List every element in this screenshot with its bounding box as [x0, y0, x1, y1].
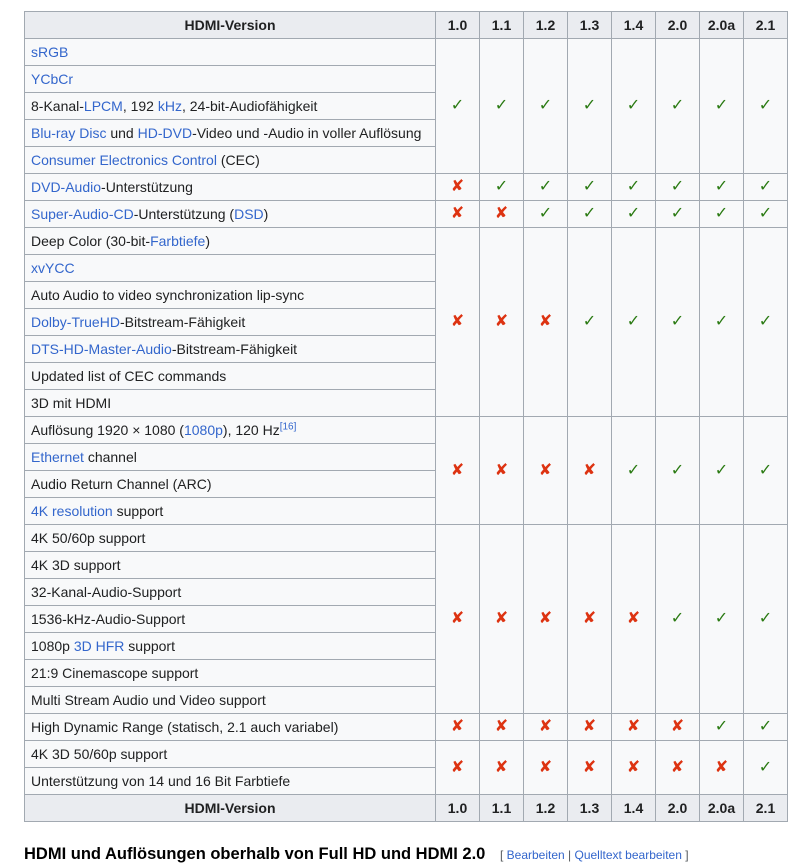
cross-icon: ✘: [524, 741, 568, 795]
check-icon: ✓: [700, 174, 744, 201]
footer-hdmi-version: HDMI-Version: [25, 795, 436, 822]
table-row: [25, 39, 788, 66]
feature-text: ), 120 Hz: [222, 422, 280, 438]
footer-row: [25, 795, 788, 822]
check-icon: ✓: [656, 525, 700, 714]
check-icon: ✓: [436, 39, 480, 174]
reference-link[interactable]: [16]: [279, 421, 297, 433]
feature-text: Unterstützung von 14 und 16 Bit Farbtiefe: [31, 773, 291, 789]
table-row: [25, 714, 788, 741]
feature-text: -Video und -Audio in voller Auflösung: [192, 125, 422, 141]
check-icon: ✓: [568, 201, 612, 228]
cross-icon: ✘: [612, 741, 656, 795]
check-icon: ✓: [480, 39, 524, 174]
feature-cell: [25, 687, 436, 714]
feature-cell: [25, 66, 436, 93]
cross-icon: ✘: [436, 417, 480, 525]
check-icon: ✓: [656, 174, 700, 201]
check-icon: ✓: [744, 174, 788, 201]
cross-icon: ✘: [480, 228, 524, 417]
check-icon: ✓: [656, 201, 700, 228]
check-icon: ✓: [744, 39, 788, 174]
feature-link[interactable]: 3D HFR: [73, 638, 125, 654]
check-icon: ✓: [656, 417, 700, 525]
check-icon: ✓: [612, 417, 656, 525]
check-icon: ✓: [744, 714, 788, 741]
feature-text: -Unterstützung (: [133, 206, 235, 222]
feature-link[interactable]: LPCM: [83, 98, 123, 114]
feature-text: Audio Return Channel (ARC): [31, 476, 212, 492]
cross-icon: ✘: [612, 714, 656, 741]
header-version-2-1: 2.1: [744, 12, 788, 39]
table-body: [25, 39, 788, 795]
header-version-1-0: 1.0: [436, 12, 480, 39]
check-icon: ✓: [656, 39, 700, 174]
feature-text: 4K 3D support: [31, 557, 121, 573]
cross-icon: ✘: [436, 525, 480, 714]
feature-text: 1080p: [31, 638, 74, 654]
feature-cell: [25, 660, 436, 687]
feature-link[interactable]: xvYCC: [31, 260, 75, 276]
check-icon: ✓: [744, 417, 788, 525]
feature-text: 3D mit HDMI: [31, 395, 112, 411]
edit-links: [ Bearbeiten | Quelltext bearbeiten ]: [499, 848, 689, 862]
feature-cell: [25, 579, 436, 606]
feature-link[interactable]: Ethernet: [31, 449, 84, 465]
header-version-1-2: 1.2: [524, 12, 568, 39]
check-icon: ✓: [700, 39, 744, 174]
cross-icon: ✘: [436, 228, 480, 417]
cross-icon: ✘: [524, 417, 568, 525]
feature-text: Multi Stream Audio und Video support: [31, 692, 266, 708]
cross-icon: ✘: [656, 714, 700, 741]
cross-icon: ✘: [436, 201, 480, 228]
feature-cell: [25, 363, 436, 390]
check-icon: ✓: [612, 39, 656, 174]
feature-text: (CEC): [216, 152, 260, 168]
check-icon: ✓: [568, 228, 612, 417]
feature-cell: [25, 741, 436, 768]
check-icon: ✓: [700, 525, 744, 714]
feature-cell: [25, 768, 436, 795]
cross-icon: ✘: [436, 741, 480, 795]
cross-icon: ✘: [568, 417, 612, 525]
feature-link[interactable]: Dolby-TrueHD: [31, 314, 120, 330]
cross-icon: ✘: [568, 741, 612, 795]
footer-version-2-0a: 2.0a: [700, 795, 744, 822]
feature-text: , 24-bit-Audiofähigkeit: [181, 98, 318, 114]
feature-text: 4K 3D 50/60p support: [31, 746, 168, 762]
feature-link[interactable]: kHz: [157, 98, 182, 114]
feature-cell: [25, 471, 436, 498]
feature-cell: [25, 282, 436, 309]
feature-cell: [25, 93, 436, 120]
feature-link[interactable]: Super-Audio-CD: [31, 206, 134, 222]
cross-icon: ✘: [436, 174, 480, 201]
feature-cell: [25, 39, 436, 66]
feature-text: -Unterstützung: [101, 179, 193, 195]
table-row: [25, 525, 788, 552]
check-icon: ✓: [744, 741, 788, 795]
feature-text: , 192: [122, 98, 158, 114]
cross-icon: ✘: [436, 714, 480, 741]
cross-icon: ✘: [568, 714, 612, 741]
header-version-2-0a: 2.0a: [700, 12, 744, 39]
table-row: [25, 228, 788, 255]
footer-version-1-3: 1.3: [568, 795, 612, 822]
feature-cell: [25, 498, 436, 525]
table-row: [25, 741, 788, 768]
feature-text: und: [106, 125, 138, 141]
feature-cell: [25, 147, 436, 174]
feature-link[interactable]: HD-DVD: [137, 125, 193, 141]
feature-cell: [25, 255, 436, 282]
check-icon: ✓: [700, 417, 744, 525]
footer-version-2-1: 2.1: [744, 795, 788, 822]
table-row: [25, 417, 788, 444]
edit-link[interactable]: Bearbeiten: [506, 848, 565, 862]
feature-text: -Bitstream-Fähigkeit: [171, 341, 298, 357]
table-row: [25, 201, 788, 228]
cross-icon: ✘: [524, 714, 568, 741]
section-heading-hdmi-resolutions: [24, 845, 689, 864]
feature-text: 21:9 Cinemascope support: [31, 665, 199, 681]
hdmi-version-comparison-table: [24, 11, 788, 822]
feature-text: Deep Color (30-bit-: [31, 233, 151, 249]
cross-icon: ✘: [656, 741, 700, 795]
check-icon: ✓: [700, 714, 744, 741]
check-icon: ✓: [612, 201, 656, 228]
feature-text: support: [112, 503, 164, 519]
cross-icon: ✘: [480, 525, 524, 714]
feature-cell: [25, 390, 436, 417]
feature-link[interactable]: Blu-ray Disc: [31, 125, 107, 141]
check-icon: ✓: [700, 201, 744, 228]
feature-text: channel: [83, 449, 137, 465]
header-version-2-0: 2.0: [656, 12, 700, 39]
feature-cell: [25, 444, 436, 471]
feature-link[interactable]: Farbtiefe: [150, 233, 206, 249]
feature-text: Updated list of CEC commands: [31, 368, 227, 384]
feature-text: Auto Audio to video synchronization lip-sync: [31, 287, 305, 303]
cross-icon: ✘: [524, 228, 568, 417]
header-version-1-3: 1.3: [568, 12, 612, 39]
check-icon: ✓: [612, 228, 656, 417]
feature-text: 32-Kanal-Audio-Support: [31, 584, 182, 600]
cross-icon: ✘: [480, 741, 524, 795]
feature-link[interactable]: Consumer Electronics Control: [31, 152, 217, 168]
feature-cell: [25, 120, 436, 147]
cross-icon: ✘: [700, 741, 744, 795]
footer-version-1-2: 1.2: [524, 795, 568, 822]
feature-text: ): [205, 233, 210, 249]
header-version-1-4: 1.4: [612, 12, 656, 39]
check-icon: ✓: [568, 174, 612, 201]
feature-cell: [25, 606, 436, 633]
feature-link[interactable]: 4K resolution: [31, 503, 113, 519]
feature-cell: [25, 309, 436, 336]
feature-text: ): [263, 206, 269, 222]
feature-text: 8-Kanal-: [31, 98, 84, 114]
check-icon: ✓: [744, 525, 788, 714]
check-icon: ✓: [568, 39, 612, 174]
cross-icon: ✘: [480, 417, 524, 525]
feature-cell: [25, 336, 436, 363]
feature-link[interactable]: DVD-Audio: [31, 179, 102, 195]
check-icon: ✓: [612, 174, 656, 201]
feature-cell: [25, 552, 436, 579]
feature-link[interactable]: DTS-HD-Master-Audio: [31, 341, 172, 357]
header-row: [25, 12, 788, 39]
feature-text: Auflösung 1920 × 1080 (: [31, 422, 184, 438]
feature-text: High Dynamic Range (statisch, 2.1 auch variabel): [31, 719, 339, 735]
check-icon: ✓: [656, 228, 700, 417]
feature-cell: [25, 417, 436, 444]
cross-icon: ✘: [524, 525, 568, 714]
reference-superscript: [280, 421, 297, 432]
check-icon: ✓: [524, 39, 568, 174]
check-icon: ✓: [700, 228, 744, 417]
feature-cell: [25, 633, 436, 660]
feature-cell: [25, 201, 436, 228]
section-heading-text: HDMI und Auflösungen oberhalb von Full HD und HDMI 2.0: [24, 845, 486, 863]
check-icon: ✓: [744, 201, 788, 228]
cross-icon: ✘: [480, 714, 524, 741]
feature-link[interactable]: YCbCr: [31, 71, 74, 87]
feature-cell: [25, 174, 436, 201]
check-icon: ✓: [524, 174, 568, 201]
footer-version-2-0: 2.0: [656, 795, 700, 822]
check-icon: ✓: [744, 228, 788, 417]
feature-cell: [25, 525, 436, 552]
header-version-1-1: 1.1: [480, 12, 524, 39]
feature-link[interactable]: 1080p: [183, 422, 223, 438]
feature-cell: [25, 228, 436, 255]
check-icon: ✓: [524, 201, 568, 228]
feature-text: support: [124, 638, 175, 654]
footer-version-1-0: 1.0: [436, 795, 480, 822]
feature-cell: [25, 714, 436, 741]
feature-text: -Bitstream-Fähigkeit: [119, 314, 246, 330]
header-hdmi-version: HDMI-Version: [25, 12, 436, 39]
feature-text: 1536-kHz-Audio-Support: [31, 611, 186, 627]
cross-icon: ✘: [568, 525, 612, 714]
feature-link[interactable]: sRGB: [31, 44, 69, 60]
footer-version-1-1: 1.1: [480, 795, 524, 822]
table-row: [25, 174, 788, 201]
check-icon: ✓: [480, 174, 524, 201]
source-edit-link[interactable]: Quelltext bearbeiten: [574, 848, 682, 862]
cross-icon: ✘: [612, 525, 656, 714]
feature-link[interactable]: DSD: [234, 206, 264, 222]
cross-icon: ✘: [480, 201, 524, 228]
feature-text: 4K 50/60p support: [31, 530, 146, 546]
footer-version-1-4: 1.4: [612, 795, 656, 822]
